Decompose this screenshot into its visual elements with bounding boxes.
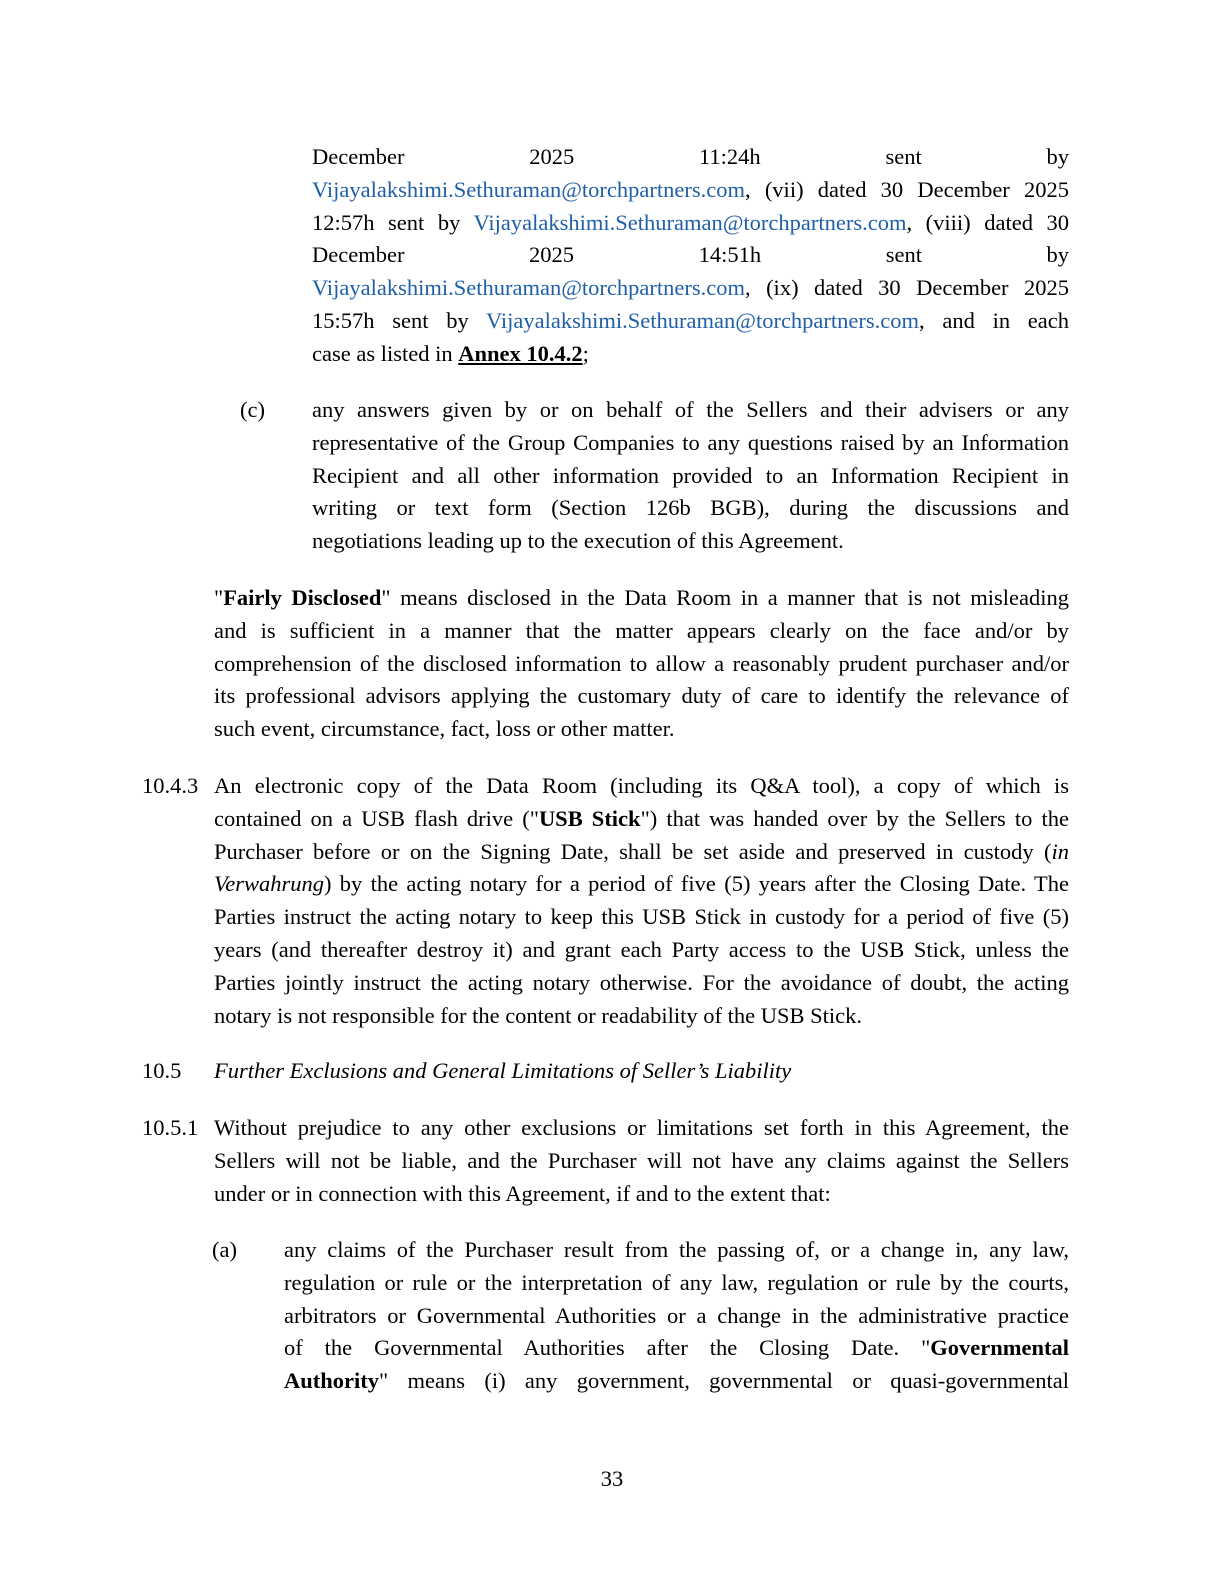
text: " means disclosed in the Data Room in a manner that is not misleading — [381, 585, 1069, 610]
email-link[interactable]: Vijayalakshimi.Sethuraman@torchpartners.com — [486, 307, 920, 333]
item-c-line: Recipient and all other information provided to an Information Recipient in — [312, 462, 1069, 488]
item-c-line: any answers given by or on behalf of the Sellers and their advisers or any — [312, 397, 1069, 422]
text: " means (i) any government, governmental or quasi-governmental — [379, 1368, 1069, 1394]
annex-reference: Annex 10.4.2 — [458, 340, 583, 366]
section-number: 10.5 — [142, 1058, 182, 1083]
word: 2025 — [529, 242, 575, 268]
item-a-line: arbitrators or Governmental Authorities or a change in the administrative practice — [284, 1302, 1069, 1328]
item-c-line: representative of the Group Companies to any questions raised by an Information — [312, 429, 1069, 455]
item-a-line: regulation or rule or the interpretation of any law, regulation or rule by the courts, — [284, 1269, 1069, 1295]
text: of the Governmental Authorities after the Closing Date. " — [284, 1335, 931, 1361]
item-b-line-5 — [312, 272, 1069, 305]
word: by — [1046, 242, 1070, 268]
defined-term: Governmental — [930, 1335, 1069, 1361]
item-b-line-3 — [312, 207, 1069, 240]
defined-term: USB Stick — [538, 805, 641, 831]
item-c-text — [312, 394, 1069, 558]
text: ) by the acting notary for a period of five (5) years after the Closing Date. The — [324, 871, 1069, 897]
italic-text: in — [1051, 838, 1069, 864]
text: contained on a USB flash drive (" — [214, 805, 539, 831]
email-link[interactable]: Vijayalakshimi.Sethuraman@torchpartners.com — [473, 209, 907, 235]
section-line: notary is not responsible for the content or readability of the USB Stick. — [214, 1002, 862, 1028]
item-b-line-1 — [312, 141, 1069, 174]
section-line — [214, 836, 1069, 869]
section-10-5-1-text — [214, 1112, 1069, 1210]
item-b-continuation — [312, 141, 1069, 371]
text: , (ix) dated 30 December 2025 — [745, 275, 1069, 301]
section-line: Parties jointly instruct the acting notary otherwise. For the avoidance of doubt, the acting — [214, 969, 1069, 995]
section-10-4-3-text — [214, 770, 1069, 1032]
text: 15:57h sent by — [312, 307, 487, 333]
section-line: under or in connection with this Agreement, if and to the extent that: — [214, 1180, 831, 1206]
item-a-label: (a) — [212, 1237, 237, 1262]
item-a-text — [284, 1234, 1069, 1398]
section-line: Parties instruct the acting notary to keep this USB Stick in custody for a period of five (5) — [214, 904, 1069, 930]
item-b-line-4 — [312, 239, 1069, 272]
item-a-line — [284, 1365, 1069, 1398]
item-b-line-7 — [312, 338, 1069, 371]
item-b-line-6 — [312, 305, 1069, 338]
word: 11:24h — [699, 144, 761, 169]
item-c-label: (c) — [240, 397, 265, 422]
text: , (vii) dated 30 December 2025 — [745, 176, 1069, 202]
definition-line: its professional advisors applying the customary duty of care to identify the relevance of — [214, 683, 1069, 709]
section-number: 10.4.3 — [142, 773, 199, 798]
item-b-line-2 — [312, 174, 1069, 207]
page-number: 33 — [600, 1466, 624, 1491]
text: case as listed in — [312, 340, 459, 366]
section-line: Without prejudice to any other exclusions or limitations set forth in this Agreement, the — [214, 1115, 1069, 1140]
item-a-line — [284, 1332, 1069, 1365]
fairly-disclosed-definition — [214, 582, 1069, 746]
defined-term: Authority — [284, 1368, 379, 1394]
section-line: years (and thereafter destroy it) and grant each Party access to the USB Stick, unless the — [214, 936, 1069, 962]
text: " — [214, 585, 224, 610]
word: December — [312, 242, 405, 268]
definition-line: comprehension of the disclosed information to allow a reasonably prudent purchaser and/or — [214, 650, 1069, 676]
word: by — [1046, 144, 1069, 169]
defined-term: Fairly Disclosed — [223, 585, 382, 610]
section-line — [214, 868, 1069, 901]
word: 2025 — [529, 144, 575, 169]
text: Purchaser before or on the Signing Date, shall be set aside and preserved in custody ( — [214, 838, 1052, 864]
italic-text: Verwahrung — [214, 871, 325, 897]
email-link[interactable]: Vijayalakshimi.Sethuraman@torchpartners.com — [312, 176, 745, 202]
definition-line: and is sufficient in a manner that the matter appears clearly on the face and/or by — [214, 617, 1069, 643]
text: 12:57h sent by — [312, 209, 474, 235]
word: sent — [885, 242, 922, 268]
word: December — [312, 144, 405, 169]
item-a-line: any claims of the Purchaser result from the passing of, or a change in, any law, — [284, 1237, 1069, 1262]
section-line — [214, 803, 1069, 836]
section-line: An electronic copy of the Data Room (including its Q&A tool), a copy of which is — [214, 773, 1069, 798]
word: sent — [885, 144, 922, 169]
definition-line — [214, 582, 1069, 615]
email-link[interactable]: Vijayalakshimi.Sethuraman@torchpartners.com — [312, 275, 745, 301]
word: 14:51h — [698, 242, 762, 268]
item-c-line: writing or text form (Section 126b BGB), during the discussions and — [312, 495, 1069, 521]
text: ") that was handed over by the Sellers to the — [640, 805, 1069, 831]
definition-line: such event, circumstance, fact, loss or other matter. — [214, 716, 675, 742]
text: , and in each — [919, 307, 1070, 333]
section-number: 10.5.1 — [142, 1115, 199, 1140]
text: ; — [582, 340, 589, 366]
section-line: Sellers will not be liable, and the Purchaser will not have any claims against the Sellers — [214, 1147, 1069, 1173]
text: , (viii) dated 30 — [906, 209, 1069, 235]
section-heading: Further Exclusions and General Limitations of Seller’s Liability — [214, 1058, 792, 1083]
item-c-line: negotiations leading up to the execution of this Agreement. — [312, 528, 844, 554]
